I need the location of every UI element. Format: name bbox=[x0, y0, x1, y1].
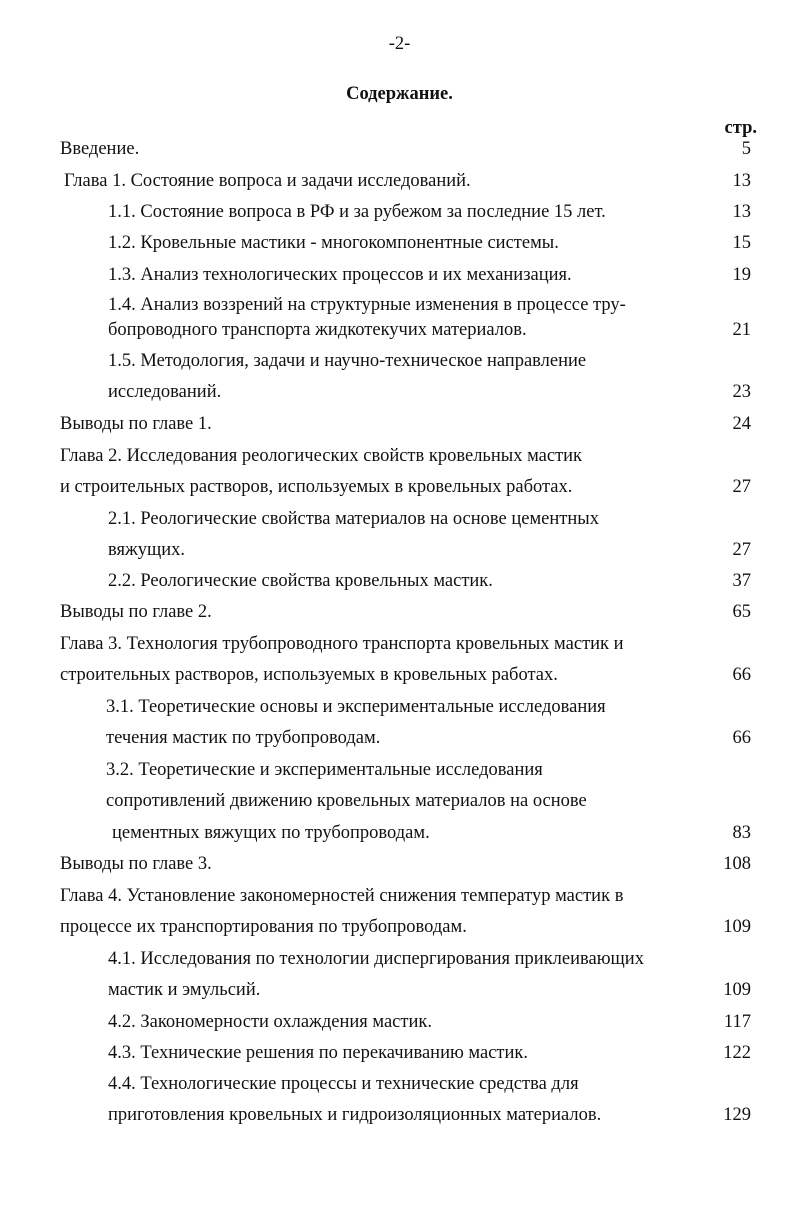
toc-entry-line: 3.2. Теоретические и экспериментальные исследования bbox=[106, 760, 543, 780]
toc-entry-line: Глава 1. Состояние вопроса и задачи исследований. bbox=[64, 171, 471, 191]
toc-entry-line: Выводы по главе 3. bbox=[60, 854, 212, 874]
toc-page-number: 27 bbox=[732, 477, 751, 497]
toc-entry-line: цементных вяжущих по трубопроводам. bbox=[112, 823, 430, 843]
toc-page-number: 65 bbox=[732, 602, 751, 622]
toc-page-number: 129 bbox=[723, 1105, 751, 1125]
toc-page-number: 109 bbox=[723, 980, 751, 1000]
toc-entry-line: Глава 4. Установление закономерностей снижения температур мастик в bbox=[60, 886, 624, 906]
toc-page-number: 19 bbox=[732, 265, 751, 285]
toc-entry-line: мастик и эмульсий. bbox=[108, 980, 261, 1000]
toc-entry-line: 2.2. Реологические свойства кровельных мастик. bbox=[108, 571, 493, 591]
toc-page-number: 13 bbox=[732, 171, 751, 191]
toc-entry-line: Выводы по главе 2. bbox=[60, 602, 212, 622]
toc-page-number: 27 bbox=[732, 540, 751, 560]
toc-entry-line: 4.2. Закономерности охлаждения мастик. bbox=[108, 1012, 432, 1032]
toc-entry-line: Введение. bbox=[60, 139, 140, 159]
toc-page-number: 24 bbox=[732, 414, 751, 434]
toc-entry-line: 1.4. Анализ воззрений на структурные изменения в процессе тру- bbox=[108, 295, 626, 315]
toc-page-number: 21 bbox=[732, 320, 751, 340]
toc-page-number: 122 bbox=[723, 1043, 751, 1063]
toc-entry-line: Глава 2. Исследования реологических свойств кровельных мастик bbox=[60, 446, 583, 466]
toc-title: Содержание. bbox=[346, 84, 453, 104]
toc-page-number: 117 bbox=[723, 1012, 751, 1032]
toc-page-number: 37 bbox=[732, 571, 751, 591]
toc-entry-line: приготовления кровельных и гидроизоляционных материалов. bbox=[108, 1105, 602, 1125]
toc-page-number: 66 bbox=[732, 665, 751, 685]
toc-entry-line: 1.5. Методология, задачи и научно-техническое направление bbox=[108, 351, 587, 371]
toc-page-number: 66 bbox=[732, 728, 751, 748]
page-column-header: стр. bbox=[724, 118, 757, 138]
toc-page-number: 83 bbox=[732, 823, 751, 843]
toc-page-number: 5 bbox=[741, 139, 751, 159]
toc-entry-line: 4.3. Технические решения по перекачиванию мастик. bbox=[108, 1043, 529, 1063]
toc-entry-line: 1.2. Кровельные мастики - многокомпонентные системы. bbox=[108, 233, 559, 253]
toc-entry-line: течения мастик по трубопроводам. bbox=[106, 728, 381, 748]
toc-entry-line: 1.1. Состояние вопроса в РФ и за рубежом за последние 15 лет. bbox=[108, 202, 606, 222]
toc-entry-line: сопротивлений движению кровельных материалов на основе bbox=[106, 791, 587, 811]
toc-entry-line: 1.3. Анализ технологических процессов и их механизация. bbox=[108, 265, 572, 285]
toc-page-number: 15 bbox=[732, 233, 751, 253]
toc-entry-line: Выводы по главе 1. bbox=[60, 414, 212, 434]
toc-page-number: 23 bbox=[732, 382, 751, 402]
toc-entry-line: процессе их транспортирования по трубопроводам. bbox=[60, 917, 467, 937]
toc-page-number: 108 bbox=[723, 854, 751, 874]
page-number: -2- bbox=[388, 34, 411, 54]
toc-entry-line: вяжущих. bbox=[108, 540, 186, 560]
toc-entry-line: строительных растворов, используемых в кровельных работах. bbox=[60, 665, 558, 685]
toc-entry-line: 4.4. Технологические процессы и технические средства для bbox=[108, 1074, 579, 1094]
toc-page-number: 13 bbox=[732, 202, 751, 222]
toc-page-number: 109 bbox=[723, 917, 751, 937]
toc-entry-line: 3.1. Теоретические основы и экспериментальные исследования bbox=[106, 697, 606, 717]
toc-entry-line: Глава 3. Технология трубопроводного транспорта кровельных мастик и bbox=[60, 634, 624, 654]
toc-entry-line: и строительных растворов, используемых в кровельных работах. bbox=[60, 477, 573, 497]
toc-entry-line: бопроводного транспорта жидкотекучих материалов. bbox=[108, 320, 527, 340]
toc-entry-line: 4.1. Исследования по технологии диспергирования приклеивающих bbox=[108, 949, 644, 969]
toc-entry-line: 2.1. Реологические свойства материалов на основе цементных bbox=[108, 509, 599, 529]
toc-entry-line: исследований. bbox=[108, 382, 222, 402]
